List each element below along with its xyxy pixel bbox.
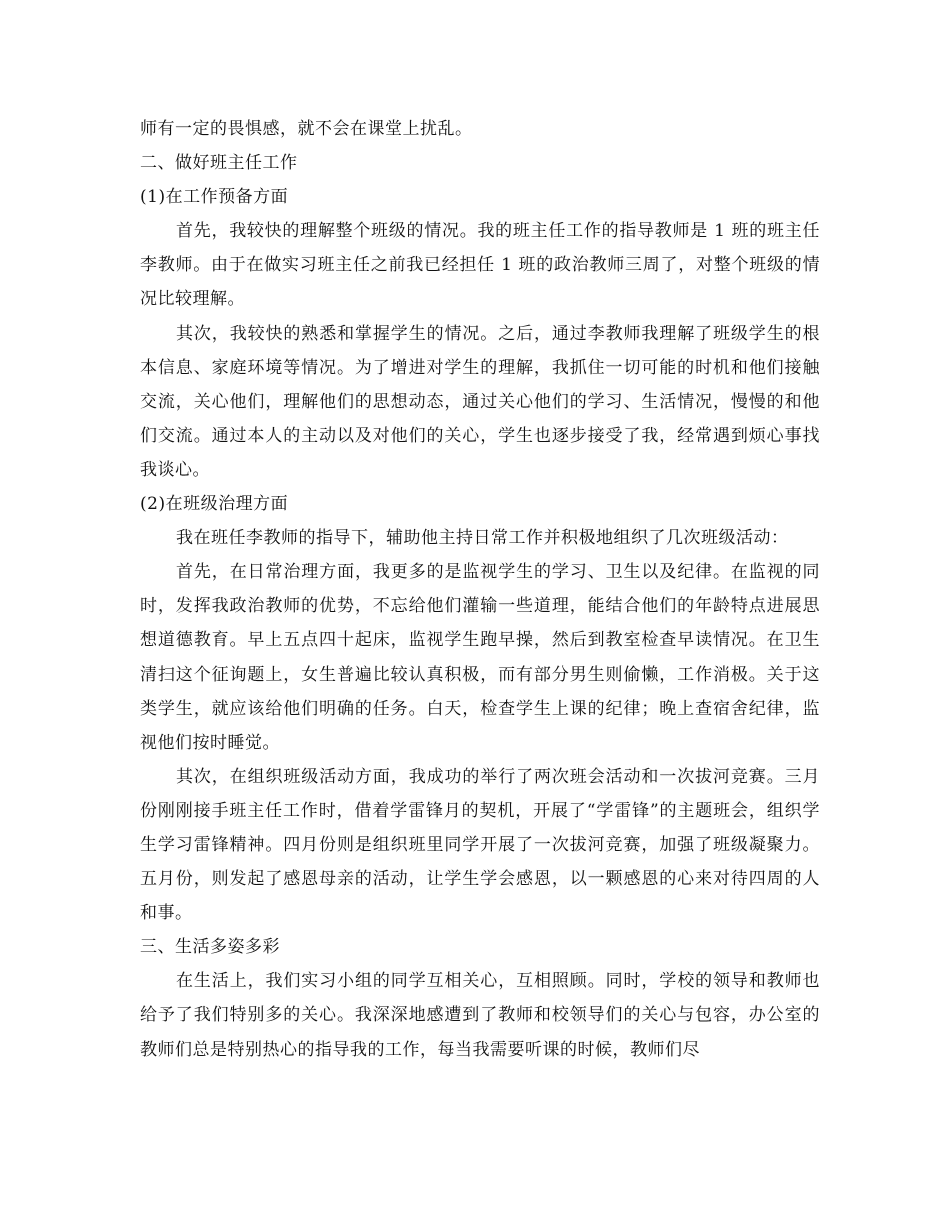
paragraph: 首先，在日常治理方面，我更多的是监视学生的学习、卫生以及纪律。在监视的同时，发挥我政治教师的优势，不忘给他们灌输一些道理，能结合他们的年龄特点进展思想道德教育。早上五点四十起床，监视学生跑早操，然后到教室检查早读情况。在卫生清扫这个征询题上，女生普遍比较认真积极，而有部分男生则偷懒，工作消极。关于这类学生，就应该给他们明确的任务。白天，检查学生上课的纪律；晚上查宿舍纪律，监视他们按时睡觉。 [140, 562, 820, 753]
subsection-heading-1: (1)在工作预备方面 [140, 187, 289, 208]
paragraph: 我在班任李教师的指导下，辅助他主持日常工作并积极地组织了几次班级活动： [176, 528, 789, 549]
subsection-heading-2: (2)在班级治理方面 [140, 494, 289, 515]
paragraph: 首先，我较快的理解整个班级的情况。我的班主任工作的指导教师是 1 班的班主任李教师。由于在做实习班主任之前我已经担任 1 班的政治教师三周了，对整个班级的情况比较理解。 [140, 221, 820, 310]
paragraph: 在生活上，我们实习小组的同学互相关心，互相照顾。同时，学校的领导和教师也给予了我们特别多的关心。我深深地感遭到了教师和校领导们的关心与包容，办公室的教师们总是特别热心的指导我的工作，每当我需要听课的时候，教师们尽 [140, 971, 820, 1060]
paragraph-continuation: 师有一定的畏惧感，就不会在课堂上扰乱。 [140, 119, 473, 139]
section-heading-3: 三、生活多姿多彩 [140, 937, 280, 958]
paragraph: 其次，我较快的熟悉和掌握学生的情况。之后，通过李教师我理解了班级学生的根本信息、家庭环境等情况。为了增进对学生的理解，我抓住一切可能的时机和他们接触交流，关心他们，理解他们的思想动态，通过关心他们的学习、生活情况，慢慢的和他们交流。通过本人的主动以及对他们的关心，学生也逐步接受了我，经常遇到烦心事找我谈心。 [140, 323, 820, 480]
paragraph: 其次，在组织班级活动方面，我成功的举行了两次班会活动和一次拔河竞赛。三月份刚刚接手班主任工作时，借着学雷锋月的契机，开展了“学雷锋”的主题班会，组织学生学习雷锋精神。四月份则是组织班里同学开展了一次拔河竞赛，加强了班级凝聚力。五月份，则发起了感恩母亲的活动，让学生学会感恩，以一颗感恩的心来对待四周的人和事。 [140, 766, 820, 924]
document-body [140, 112, 820, 1067]
section-heading-2: 二、做好班主任工作 [140, 153, 298, 174]
